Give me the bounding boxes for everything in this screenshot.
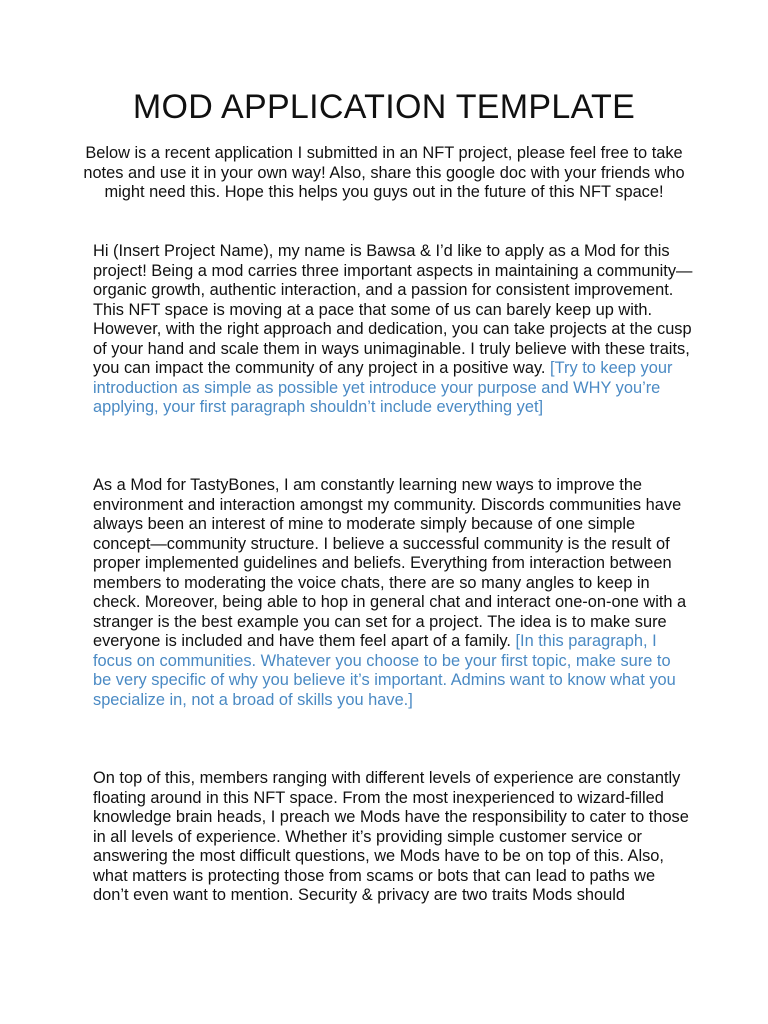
paragraph-text: Hi (Insert Project Name), my name is Bawsa & I’d like to apply as a Mod for this project! Being a mod carries three important aspects in maintaining a community—organic growth, authentic interaction, and a passion for consistent improvement. This NFT space is moving at a pace that some of us can barely keep up with. However, with the right approach and dedication, you can take projects at the cusp of your hand and scale them in ways unimaginable. I truly believe with these traits, you can impact the community of any project in a positive way. (93, 242, 693, 377)
paragraph-experience (93, 769, 693, 906)
paragraph-text: On top of this, members ranging with different levels of experience are constantly floating around in this NFT space. From the most inexperienced to wizard-filled knowledge brain heads, I preach we Mods have the responsibility to cater to those in all levels of experience. Whether it’s providing simple customer service or answering the most difficult questions, we Mods have to be on top of this. Also, what matters is protecting those from scams or bots that can lead to paths we don’t even want to mention. Security & privacy are two traits Mods should (93, 769, 689, 904)
paragraph-community (93, 476, 693, 710)
document-title: MOD APPLICATION TEMPLATE (132, 88, 636, 126)
tip-text: [In this paragraph, I focus on communities. Whatever you choose to be your first topic, make sure to be very specific of why you believe it’s important. Admins want to know what you specialize in, not a broad of skills you have.] (93, 632, 676, 709)
intro-paragraph: Below is a recent application I submitted in an NFT project, please feel free to take notes and use it in your own way! Also, share this google doc with your friends who might need this. Hope this helps you guys out in the future of this NFT space! (83, 144, 685, 201)
paragraph-introduction (93, 242, 693, 418)
tip-text: [Try to keep your introduction as simple as possible yet introduce your purpose and WHY you’re applying, your first paragraph shouldn’t include everything yet] (93, 359, 673, 416)
paragraph-text: As a Mod for TastyBones, I am constantly learning new ways to improve the environment and interaction amongst my community. Discords communities have always been an interest of mine to moderate simply because of one simple concept—community structure. I believe a successful community is the result of proper implemented guidelines and beliefs. Everything from interaction between members to moderating the voice chats, there are so many angles to keep in check. Moreover, being able to hop in general chat and interact one-on-one with a stranger is the best example you can set for a project. The idea is to make sure everyone is included and have them feel apart of a family. (93, 476, 687, 650)
